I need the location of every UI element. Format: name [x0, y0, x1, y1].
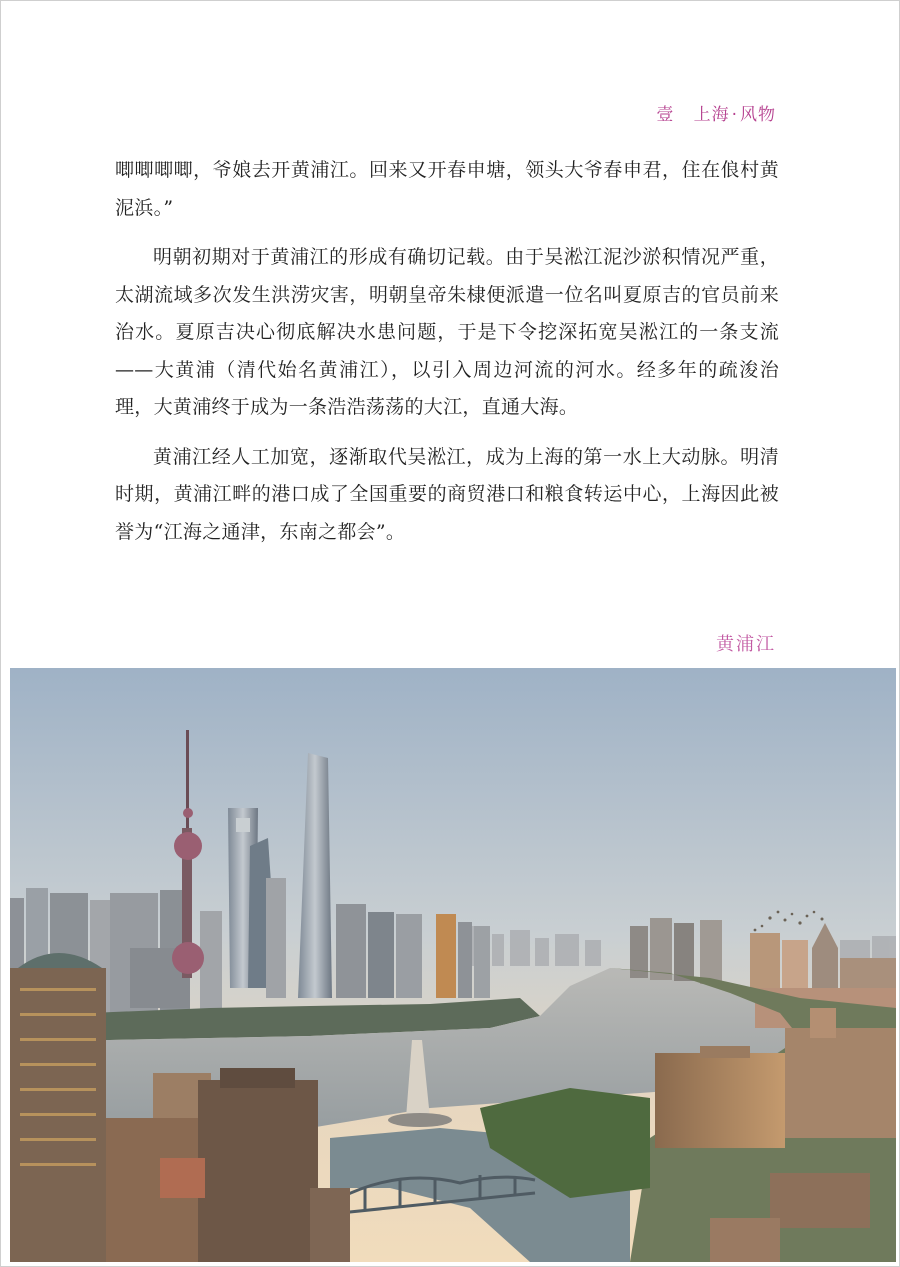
paragraph-ming-qing-port: 黄浦江经人工加宽，逐渐取代吴淞江，成为上海的第一水上大动脉。明清时期，黄浦江畔的港口成了全国重要的商贸港口和粮食转运中心，上海因此被誉为“江海之通津，东南之都会”。: [115, 445, 779, 543]
section-title: 上海: [693, 105, 730, 125]
body-text: [115, 152, 779, 563]
photo-caption: 黄浦江: [716, 634, 776, 655]
chapter-number: 壹: [656, 105, 675, 125]
paragraph-ming-dynasty: 明朝初期对于黄浦江的形成有确切记载。由于吴淞江泥沙淤积情况严重，太湖流域多次发生洪涝灾害，明朝皇帝朱棣便派遣一位名叫夏原吉的官员前来治水。夏原吉决心彻底解决水患问题，于是下令挖深拓宽吴淞江的一条支流——大黄浦（清代始名黄浦江），以引入周边河流的河水。经多年的疏浚治理，大黄浦终于成为一条浩浩荡荡的大江，直通大海。: [115, 246, 779, 418]
topic-title: 风物: [740, 105, 776, 125]
running-header: [656, 100, 776, 125]
huangpu-river-photo: [10, 668, 896, 1262]
paragraph-continued: 唧唧唧唧，爷娘去开黄浦江。回来又开春申塘，领头大爷春申君，住在俍村黄泥浜。”: [115, 159, 779, 219]
header-separator: ·: [731, 105, 738, 125]
